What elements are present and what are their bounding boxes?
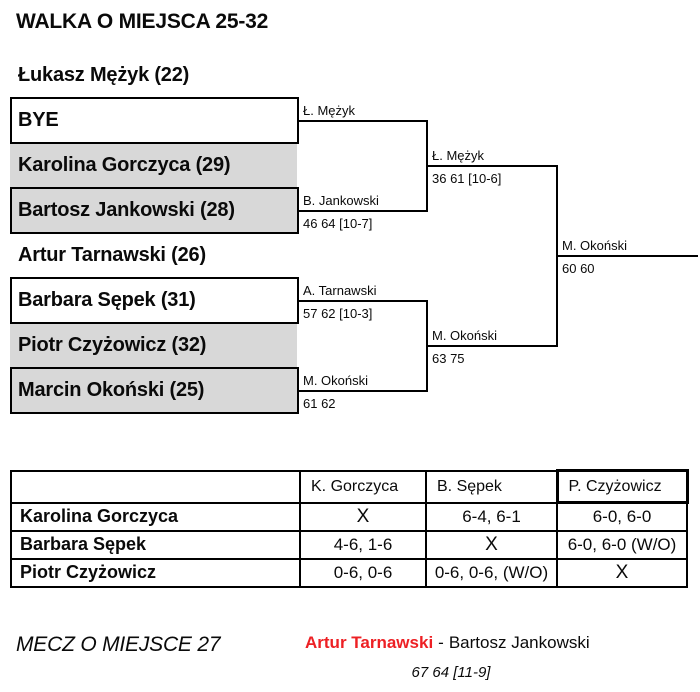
bracket-line: [297, 120, 428, 122]
bracket-line: [297, 390, 428, 392]
table-row: [11, 503, 687, 531]
bracket-line: [297, 300, 428, 302]
bracket-entrant-row: [10, 368, 297, 413]
match-score-label: 36 61 [10-6]: [432, 171, 502, 186]
match-winner-label: M. Okoński: [562, 238, 628, 253]
match-winner-label: Ł. Mężyk: [303, 103, 356, 118]
table-header-empty: [11, 471, 300, 503]
match-score-label: 61 62: [303, 396, 336, 411]
table-score-cell: 0-6, 0-6: [300, 559, 426, 587]
table-score-cell: 6-4, 6-1: [426, 503, 557, 531]
match-score-label: 63 75: [432, 351, 465, 366]
entrant-name: Karolina Gorczyca (29): [18, 154, 231, 176]
table-score-cell: 4-6, 1-6: [300, 531, 426, 559]
match27-title: MECZ O MIEJSCE 27: [16, 633, 221, 656]
bracket-entrant-row: [10, 53, 297, 98]
table-score-cell: X: [426, 531, 557, 559]
match-winner-label: M. Okoński: [303, 373, 369, 388]
table-row: [11, 559, 687, 587]
bracket-line: [426, 345, 558, 347]
entrant-name: Bartosz Jankowski (28): [18, 199, 235, 221]
match-winner-label: M. Okoński: [432, 328, 498, 343]
table-row-name: Karolina Gorczyca: [11, 503, 300, 531]
entrant-name: Piotr Czyżowicz (32): [18, 334, 207, 356]
round-robin-table: [10, 469, 689, 588]
page-title: WALKA O MIEJSCA 25-32: [16, 10, 269, 33]
match-winner-label: A. Tarnawski: [303, 283, 377, 298]
bracket-line: [297, 210, 428, 212]
bracket-line: [10, 412, 299, 414]
table-score-cell: 6-0, 6-0 (W/O): [557, 531, 687, 559]
table-header-cell: B. Sępek: [426, 471, 557, 503]
match27-separator: -: [438, 633, 444, 652]
entrant-name: Barbara Sępek (31): [18, 289, 196, 311]
match27-player1: Artur Tarnawski: [305, 633, 434, 652]
entrant-name: Marcin Okoński (25): [18, 379, 205, 401]
bracket-entrant-row: [10, 278, 297, 323]
table-header-cell: K. Gorczyca: [300, 471, 426, 503]
table-row-name: Piotr Czyżowicz: [11, 559, 300, 587]
bracket-entrant-row: [10, 143, 297, 188]
bracket-line: [10, 277, 12, 324]
entrant-name: Łukasz Mężyk (22): [18, 64, 190, 86]
bracket-entrant-row: [10, 323, 297, 368]
bracket-line: [10, 367, 299, 369]
match-winner-label: Ł. Mężyk: [432, 148, 485, 163]
bracket-line: [10, 322, 299, 324]
bracket-line: [10, 97, 299, 99]
match-score-label: 57 62 [10-3]: [303, 306, 373, 321]
bracket-line: [10, 142, 299, 144]
match-score-label: 60 60: [562, 261, 595, 276]
bracket-line: [426, 165, 558, 167]
entrant-name: BYE: [18, 109, 59, 131]
table-row-name: Barbara Sępek: [11, 531, 300, 559]
bracket-entrant-row: [10, 98, 297, 143]
match-score-label: 46 64 [10-7]: [303, 216, 373, 231]
bracket-line: [10, 97, 12, 144]
entrant-name: Artur Tarnawski (26): [18, 244, 206, 266]
bracket-line: [10, 187, 299, 189]
table-score-cell: 0-6, 0-6, (W/O): [426, 559, 557, 587]
table-row: [11, 531, 687, 559]
bracket-line: [10, 232, 299, 234]
table-header-cell: P. Czyżowicz: [557, 471, 687, 503]
match27-score: 67 64 [11-9]: [411, 664, 491, 681]
bracket-entrant-row: [10, 233, 297, 278]
bracket-line: [10, 187, 12, 234]
bracket-line: [10, 277, 299, 279]
match27-player2: Bartosz Jankowski: [448, 633, 590, 652]
match27-players: [305, 633, 590, 653]
table-score-cell: X: [300, 503, 426, 531]
bracket-line: [10, 367, 12, 414]
bracket-entrant-row: [10, 188, 297, 233]
table-score-cell: X: [557, 559, 687, 587]
table-score-cell: 6-0, 6-0: [557, 503, 687, 531]
bracket-line: [556, 255, 698, 257]
match-winner-label: B. Jankowski: [303, 193, 379, 208]
